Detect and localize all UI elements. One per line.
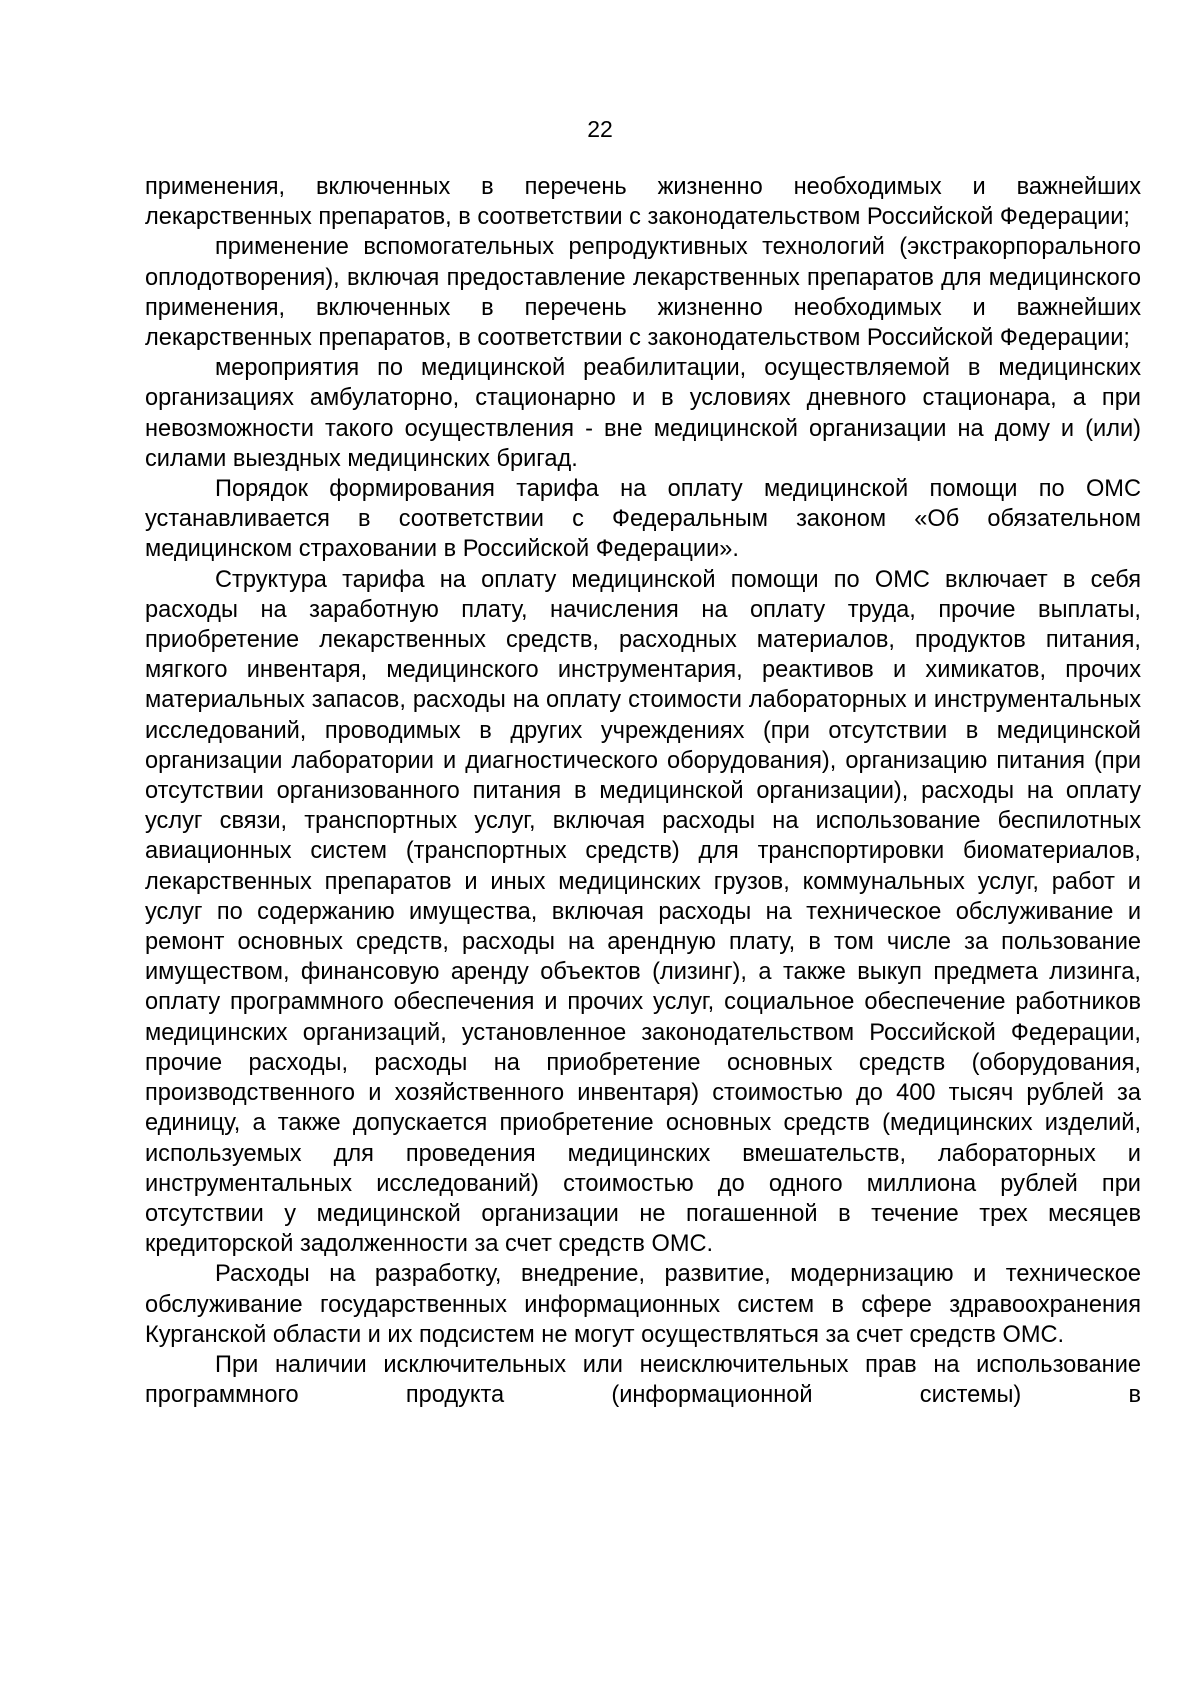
- paragraph-information-systems: Расходы на разработку, внедрение, развитие, модернизацию и техническое обслуживание государственных информационных систем в сфере здравоохранения Курганской области и их подсистем не могут осуществляться за счет средств ОМС.: [145, 1261, 1141, 1348]
- paragraph-continued: применения, включенных в перечень жизненно необходимых и важнейших лекарственных препаратов, в соответствии с законодательством Российской Федерации;: [145, 174, 1141, 231]
- paragraph-rehabilitation: мероприятия по медицинской реабилитации, осуществляемой в медицинских организациях амбулаторно, стационарно и в условиях дневного стационара, а при невозможности такого осуществления - вне медицинской организации на дому и (или) силами выездных медицинских бригад.: [145, 355, 1141, 472]
- document-body: [145, 172, 1141, 1410]
- paragraph-software-rights: При наличии исключительных или неисключительных прав на использование программного продукта (информационной системы) в: [145, 1351, 1141, 1409]
- paragraph-tariff-procedure: Порядок формирования тарифа на оплату медицинской помощи по ОМС устанавливается в соответствии с Федеральным законом «Об обязательном медицинском страховании в Российской Федерации».: [145, 476, 1141, 563]
- paragraph-tariff-structure: Структура тарифа на оплату медицинской помощи по ОМС включает в себя расходы на заработную плату, начисления на оплату труда, прочие выплаты, приобретение лекарственных средств, расходных материалов, продуктов питания, мягкого инвентаря, медицинского инструментария, реактивов и химикатов, прочих материальных запасов, расходы на оплату стоимости лабораторных и инструментальных исследований, проводимых в других учреждениях (при отсутствии в медицинской организации лаборатории и диагностического оборудования), организацию питания (при отсутствии организованного питания в медицинской организации), расходы на оплату услуг связи, транспортных услуг, включая расходы на использование беспилотных авиационных систем (транспортных средств) для транспортировки биоматериалов, лекарственных препаратов и иных медицинских грузов, коммунальных услуг, работ и услуг по содержанию имущества, включая расходы на техническое обслуживание и ремонт основных средств, расходы на арендную плату, в том числе за пользование имуществом, финансовую аренду объектов (лизинг), а также выкуп предмета лизинга, оплату программного обеспечения и прочих услуг, социальное обеспечение работников медицинских организаций, установленное законодательством Российской Федерации, прочие расходы, расходы на приобретение основных средств (оборудования, производственного и хозяйственного инвентаря) стоимостью до 400 тысяч рублей за единицу, а также допускается приобретение основных средств (медицинских изделий, используемых для проведения медицинских вмешательств, лабораторных и инструментальных исследований) стоимостью до одного миллиона рублей при отсутствии у медицинской организации не погашенной в течение трех месяцев кредиторской задолженности за счет средств ОМС.: [145, 566, 1141, 1258]
- paragraph-reproductive-technologies: применение вспомогательных репродуктивных технологий (экстракорпорального оплодотворения), включая предоставление лекарственных препаратов для медицинского применения, включенных в перечень жизненно необходимых и важнейших лекарственных препаратов, в соответствии с законодательством Российской Федерации;: [145, 234, 1141, 352]
- page-number: 22: [587, 116, 613, 142]
